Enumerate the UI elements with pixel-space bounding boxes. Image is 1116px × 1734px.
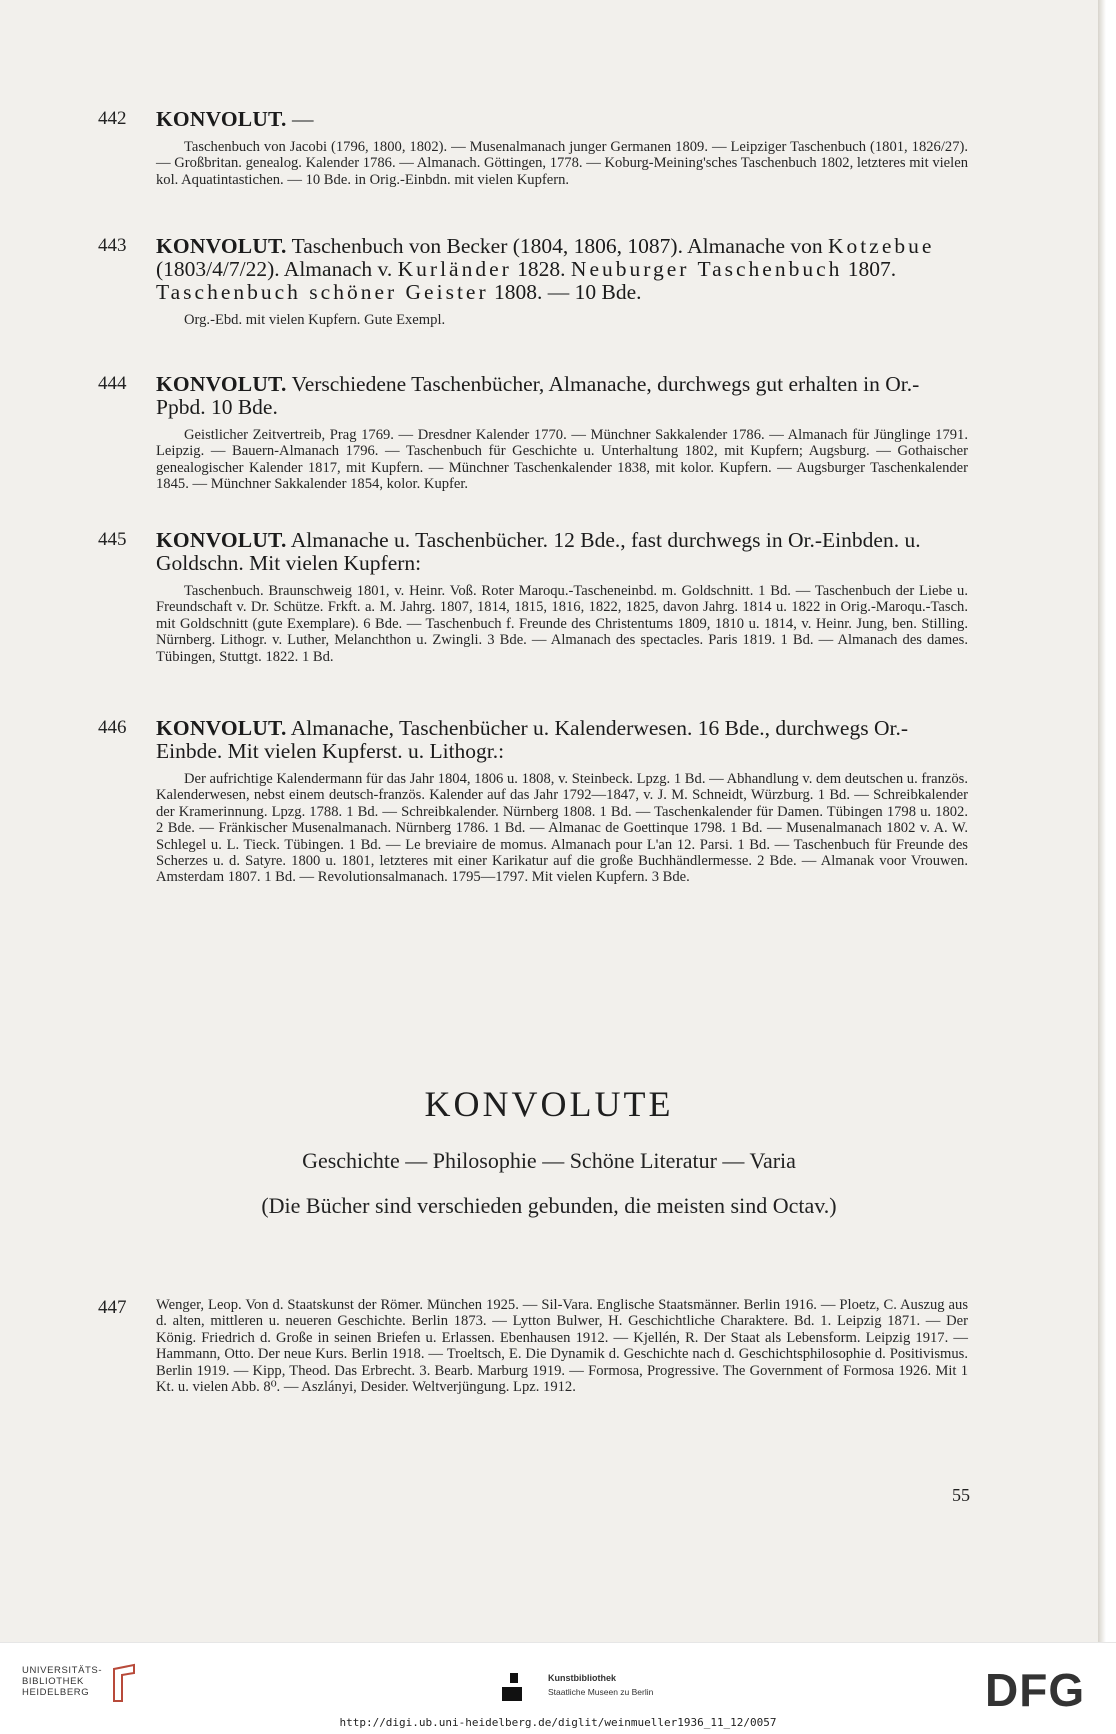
lot-number: 444 (98, 373, 127, 394)
lot-heading-text: Almanache, Taschenbücher u. Kalenderwesen. 16 Bde., durchwegs Or.-Einbde. Mit vielen Kupferst. u. Lithogr.: (156, 716, 908, 763)
lot-keyword: KONVOLUT. (156, 107, 287, 131)
lot-keyword: KONVOLUT. (156, 716, 287, 740)
lot-description: Taschenbuch von Jacobi (1796, 1800, 1802). — Musenalmanach junger Germanen 1809. — Leipziger Taschenbuch (1801, 1826/27). — Großbritan. genealog. Kalender 1786. — Almanach. Göttingen, 1778. — Koburg-Meining'sches Taschenbuch 1802, letzteres mit vielen kol. Aquatintastichen. — 10 Bde. in Orig.-Einbdn. mit vielen Kupfern. (156, 139, 968, 188)
lot-heading-text: Taschenbuch von Becker (1804, 1806, 1087). Almanache von (286, 234, 829, 258)
lot-keyword: KONVOLUT. (156, 372, 287, 396)
lot-heading (156, 717, 968, 763)
university-line: UNIVERSITÄTS- (22, 1665, 103, 1676)
lot-description: Geistlicher Zeitvertreib, Prag 1769. — Dresdner Kalender 1770. — Münchner Sakkalender 1786. — Almanach für Jünglinge 1791. Leipzig. — Bauern-Almanach 1796. — Taschenbuch für Geschichte u. Unterhaltung 1802, mit Kupfern; Augsburg. — Gothaischer genealogischer Kalender 1817, mit Kupfern. — Münchner Taschenkalender 1838, mit kolor. Kupfern. — Augsburger Taschenkalender 1845. — Münchner Sakkalender 1854, kolor. Kupfer. (156, 427, 968, 493)
lot-445 (98, 528, 968, 665)
lot-heading (156, 235, 968, 304)
lot-description: Org.-Ebd. mit vielen Kupfern. Gute Exempl. (184, 312, 446, 328)
kunstbibliothek-subtitle: Staatliche Museen zu Berlin (548, 1687, 654, 1697)
lot-description: Wenger, Leop. Von d. Staatskunst der Römer. München 1925. — Sil-Vara. Englische Staatsmänner. Berlin 1916. — Ploetz, C. Auszug aus d. alten, mittleren u. neueren Geschichte. Berlin 1873. — Lytton Bulwer, H. Geschichtliche Charaktere. Bd. 1. Leipzig 1871. — Der König. Friedrich d. Große in seinen Briefen u. Erlassen. Ebenhausen 1912. — Kjellén, R. Der Staat als Lebensform. Leipzig 1917. — Hammann, Otto. Der neue Kurs. Berlin 1918. — Troeltsch, E. Die Dynamik d. Geschichte nach d. Geschichtsphilosophie d. Positivismus. Berlin 1919. — Kipp, Theod. Das Erbrecht. 3. Bearb. Marburg 1919. — Formosa, Progressive. The Government of Formosa 1926. Mit 1 Kt. u. vielen Abb. 8⁰. — Aszlányi, Desider. Weltverjüngung. Lpz. 1912. (156, 1297, 968, 1396)
page-number: 55 (952, 1485, 970, 1505)
lot-number: 445 (98, 529, 127, 550)
university-line: HEIDELBERG (22, 1687, 90, 1698)
author-kotzebue: Kotzebue (828, 234, 935, 258)
lot-number: 442 (98, 108, 127, 129)
lot-442 (98, 107, 968, 188)
lot-443 (98, 234, 968, 328)
lot-heading (156, 108, 968, 131)
lot-heading (156, 529, 968, 575)
lot-446 (98, 716, 968, 886)
lot-heading (156, 373, 968, 419)
source-url[interactable]: http://digi.ub.uni-heidelberg.de/diglit/weinmueller1936_11_12/0057 (339, 1716, 777, 1729)
title-schoener-geister: Taschenbuch schöner Geister (156, 280, 489, 304)
lot-description: Taschenbuch. Braunschweig 1801, v. Heinr. Voß. Roter Maroqu.-Tascheneinbd. m. Goldschnitt. 1 Bd. — Taschenbuch der Liebe u. Freundschaft v. Dr. Schütze. Frkft. a. M. Jahrg. 1807, 1814, 1815, 1816, 1822, 1825, davon Jahrg. 1814 u. 1822 in Orig.-Maroqu.-Tasch. mit Goldschnitt (gute Exemplare). 6 Bde. — Taschenbuch f. Freunde des Christentums 1809, 1810 u. 1814, v. Heinr. Jung, ben. Stilling. Nürnberg. Lithogr. v. Luther, Melanchthon u. Zwingli. 3 Bde. — Almanach des spectacles. Paris 1819. 1 Bd. — Almanach des dames. Tübingen, Stuttgt. 1822. 1 Bd. (156, 583, 968, 665)
lot-keyword: KONVOLUT. (156, 234, 287, 258)
lot-444 (98, 372, 968, 493)
section-title: KONVOLUTE (424, 1084, 674, 1124)
lot-heading-text: 1828. (511, 257, 571, 281)
page-edge (1098, 0, 1106, 1642)
lot-number: 447 (98, 1297, 127, 1318)
title-neuburger: Neuburger Taschenbuch (570, 257, 843, 281)
lot-description: Der aufrichtige Kalendermann für das Jahr 1804, 1806 u. 1808, v. Steinbeck. Lpzg. 1 Bd. — Abhandlung v. dem deutschen u. französ. Kalenderwesen, nebst einem deutsch-französ. Kalender auf das Jahr 1792—1847, v. J. M. Schneidt, Würzburg. 1 Bd. — Schreibkalender der Kramerinnung. Lpzg. 1788. 1 Bd. — Schreibkalender. Nürnberg 1808. 1 Bd. — Taschenkalender für Damen. Tübingen 1798 u. 1802. 2 Bde. — Fränkischer Musenalmanach. Nürnberg 1786. 1 Bd. — Almanac de Goettinque 1798. 1 Bd. — Musenalmanach 1802 v. A. W. Schlegel u. L. Tieck. Tübingen. 1 Bd. — Le breviaire de momus. Almanach pour L'an 12. Parsi. 1 Bd. — Taschenbuch für Freunde des Scherzes u. d. Satyre. 1800 u. 1801, letzteres mit einer Karikatur auf die große Buchhändlermesse. 2 Bde. — Almanak voor Vrouwen. Amsterdam 1807. 1 Bd. — Revolutionsalmanach. 1795—1797. Mit vielen Kupfern. 3 Bde. (156, 771, 968, 886)
dfg-logo: DFG (985, 1664, 1086, 1716)
kunstbibliothek-name: Kunstbibliothek (548, 1673, 616, 1683)
lot-heading-text: Almanache u. Taschenbücher. 12 Bde., fast durchwegs in Or.-Einbden. u. Goldschn. Mit vielen Kupfern: (156, 528, 921, 575)
lot-heading-text: 1808. — 10 Bde. (488, 280, 642, 304)
university-line: BIBLIOTHEK (22, 1676, 84, 1687)
lot-heading-text: (1803/4/7/22). Almanach v. (156, 257, 398, 281)
university-logo-icon (110, 1663, 138, 1703)
section-subtitle: Geschichte — Philosophie — Schöne Literatur — Varia (302, 1148, 796, 1173)
lot-number: 446 (98, 717, 127, 738)
section-note: (Die Bücher sind verschieden gebunden, die meisten sind Octav.) (261, 1193, 837, 1218)
lot-447 (98, 1297, 968, 1396)
lot-number: 443 (98, 235, 127, 256)
lot-heading-text: Verschiedene Taschenbücher, Almanache, durchwegs gut erhalten in Or.-Ppbd. 10 Bde. (156, 372, 920, 419)
lot-keyword: KONVOLUT. (156, 528, 287, 552)
author-kurlaender: Kurländer (397, 257, 512, 281)
lot-heading-text: 1807. (842, 257, 897, 281)
kunstbibliothek-icon (502, 1673, 526, 1703)
lot-heading-text: — (286, 107, 314, 131)
footer-bar (0, 1642, 1116, 1734)
university-logo-text (22, 1665, 102, 1698)
